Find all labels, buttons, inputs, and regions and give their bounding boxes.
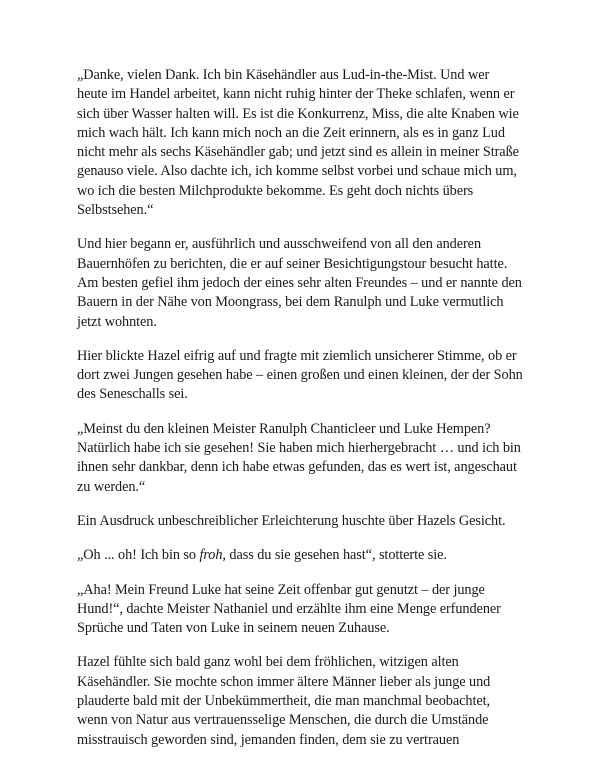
paragraph-5: Ein Ausdruck unbeschreiblicher Erleichterung huschte über Hazels Gesicht. (77, 512, 506, 529)
paragraph-1: „Danke, vielen Dank. Ich bin Käsehändler aus Lud-in-the-Mist. Und wer heute im Handel arbeitet, kann nicht ruhig hinter der Theke schlafen, wenn er sich über Wasser halten will. Es ist die Konkurrenz, Miss, die alte Knaben wie mich wach hält. Ich kann mich noch an die Zeit erinnern, als es in ganz Lud nicht mehr als sechs Käsehändler gab; und jetzt sind es allein in meiner Straße genauso viele. Also dachte ich, ich komme selbst vorbei und schaue mich um, wo ich die besten Milchprodukte bekomme. Es geht doch nichts übers Selbstsehen.“ (77, 67, 519, 219)
paragraph-7: „Aha! Mein Freund Luke hat seine Zeit offenbar gut genutzt – der junge Hund!“, dachte Meister Nathaniel und erzählte ihm eine Menge erfundener Sprüche und Taten von Luke in seinem neuen Zuhause. (77, 581, 501, 637)
paragraph-3: Hier blickte Hazel eifrig auf und fragte mit ziemlich unsicherer Stimme, ob er dort zwei Jungen gesehen habe – einen großen und einen kleinen, der der Sohn des Seneschalls sei. (77, 347, 523, 403)
paragraph-6-emphasis: froh, (199, 547, 226, 564)
paragraph-6-after: dass du sie gesehen hast“, stotterte sie. (225, 547, 447, 564)
paragraph-4: „Meinst du den kleinen Meister Ranulph Chanticleer und Luke Hempen? Natürlich habe ich sie gesehen! Sie haben mich hierhergebracht … und ich bin ihnen sehr dankbar, denn ich habe etwas gefunden, das es wert ist, angeschaut zu werden.“ (77, 420, 521, 495)
paragraph-6 (77, 546, 523, 565)
paragraph-2: Und hier begann er, ausführlich und ausschweifend von all den anderen Bauernhöfen zu berichten, die er auf seiner Besichtigungstour besucht hatte. Am besten gefiel ihm jedoch der eines sehr alten Freundes – und er nannte den Bauern in der Nähe von Moongrass, bei dem Ranulph und Luke vermutlich jetzt wohnten. (77, 236, 522, 330)
body-text (77, 66, 523, 750)
paragraph-8: Hazel fühlte sich bald ganz wohl bei dem fröhlichen, witzigen alten Käsehändler. Sie mochte schon immer ältere Männer lieber als junge und plauderte bald mit der Unbekümmertheit, die man manchmal beobachtet, wenn von Natur aus vertrauensselige Menschen, die durch die Umstände misstrauisch geworden sind, jemanden finden, dem sie zu vertrauen (77, 654, 491, 748)
paragraph-6-before: „Oh ... oh! Ich bin so (77, 547, 200, 564)
